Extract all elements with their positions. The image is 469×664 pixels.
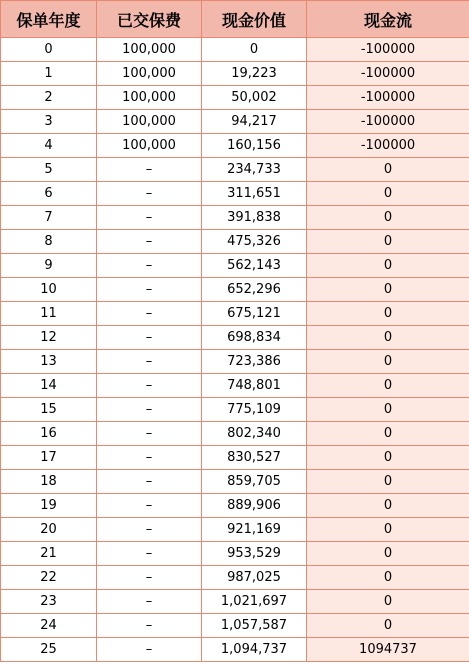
year-cell: 18 [1,470,97,494]
cash-flow-cell: 0 [307,278,469,302]
cash-value-cell: 311,651 [202,182,307,206]
table-row [1,110,469,134]
cash-value-cell: 859,705 [202,470,307,494]
table-row [1,638,469,662]
premium-cell: 100,000 [97,134,202,158]
table-row [1,38,469,62]
table-row [1,278,469,302]
table-row [1,206,469,230]
cash-flow-cell: 0 [307,182,469,206]
cash-flow-cell: 0 [307,158,469,182]
cash-value-cell: 94,217 [202,110,307,134]
year-cell: 11 [1,302,97,326]
cash-value-cell: 234,733 [202,158,307,182]
premium-cell: – [97,422,202,446]
table-row [1,470,469,494]
premium-cell: – [97,494,202,518]
cash-flow-cell: 0 [307,494,469,518]
premium-cell: – [97,326,202,350]
premium-cell: – [97,206,202,230]
premium-cell: – [97,254,202,278]
table-row [1,566,469,590]
table-row [1,302,469,326]
cash-flow-cell: -100000 [307,62,469,86]
year-cell: 4 [1,134,97,158]
cash-flow-cell: 0 [307,566,469,590]
premium-cell: – [97,398,202,422]
table-row [1,182,469,206]
table-row [1,518,469,542]
cash-value-cell: 987,025 [202,566,307,590]
year-cell: 12 [1,326,97,350]
year-cell: 15 [1,398,97,422]
cash-flow-cell: 0 [307,470,469,494]
cash-flow-cell: -100000 [307,134,469,158]
year-cell: 7 [1,206,97,230]
cash-value-cell: 475,326 [202,230,307,254]
cash-value-cell: 391,838 [202,206,307,230]
cash-value-cell: 802,340 [202,422,307,446]
cash-flow-cell: 0 [307,446,469,470]
premium-cell: – [97,590,202,614]
cash-flow-cell: 0 [307,518,469,542]
table-row [1,422,469,446]
premium-cell: – [97,566,202,590]
cash-flow-cell: 0 [307,326,469,350]
table-body [1,38,469,662]
table-row [1,134,469,158]
table-row [1,62,469,86]
table-row [1,614,469,638]
year-cell: 10 [1,278,97,302]
table-row [1,494,469,518]
cash-value-cell: 698,834 [202,326,307,350]
cash-flow-cell: 0 [307,302,469,326]
cash-value-cell: 775,109 [202,398,307,422]
year-cell: 22 [1,566,97,590]
year-cell: 6 [1,182,97,206]
cash-value-cell: 921,169 [202,518,307,542]
cash-value-cell: 953,529 [202,542,307,566]
cash-value-cell: 562,143 [202,254,307,278]
year-cell: 25 [1,638,97,662]
cash-value-cell: 830,527 [202,446,307,470]
premium-cell: – [97,542,202,566]
year-cell: 3 [1,110,97,134]
year-cell: 0 [1,38,97,62]
cash-value-cell: 19,223 [202,62,307,86]
cash-flow-cell: 0 [307,374,469,398]
cash-flow-cell: 0 [307,398,469,422]
cash-value-cell: 1,094,737 [202,638,307,662]
cash-value-cell: 0 [202,38,307,62]
header-premium-paid: 已交保费 [97,1,202,38]
premium-cell: – [97,182,202,206]
year-cell: 13 [1,350,97,374]
cash-value-cell: 675,121 [202,302,307,326]
cash-flow-cell: 0 [307,254,469,278]
cash-value-cell: 1,021,697 [202,590,307,614]
cash-flow-cell: 0 [307,614,469,638]
year-cell: 1 [1,62,97,86]
cash-flow-cell: 0 [307,230,469,254]
premium-cell: – [97,518,202,542]
table-row [1,326,469,350]
header-policy-year: 保单年度 [1,1,97,38]
year-cell: 20 [1,518,97,542]
premium-cell: – [97,614,202,638]
premium-cell: – [97,446,202,470]
cash-flow-cell: -100000 [307,38,469,62]
table-row [1,590,469,614]
premium-cell: – [97,278,202,302]
cash-value-cell: 652,296 [202,278,307,302]
cash-value-cell: 889,906 [202,494,307,518]
cash-flow-cell: 0 [307,206,469,230]
year-cell: 14 [1,374,97,398]
cash-flow-cell: 0 [307,350,469,374]
table-row [1,350,469,374]
cash-value-cell: 160,156 [202,134,307,158]
premium-cell: 100,000 [97,62,202,86]
premium-cell: 100,000 [97,86,202,110]
table-row [1,86,469,110]
year-cell: 8 [1,230,97,254]
year-cell: 9 [1,254,97,278]
year-cell: 16 [1,422,97,446]
year-cell: 19 [1,494,97,518]
table-row [1,398,469,422]
header-row [1,1,469,38]
table-row [1,254,469,278]
premium-cell: 100,000 [97,38,202,62]
cash-flow-cell: 0 [307,590,469,614]
header-cash-flow: 现金流 [307,1,469,38]
cash-value-cell: 50,002 [202,86,307,110]
premium-cell: – [97,470,202,494]
year-cell: 5 [1,158,97,182]
table-row [1,230,469,254]
premium-cell: – [97,374,202,398]
table-row [1,374,469,398]
year-cell: 17 [1,446,97,470]
premium-cell: 100,000 [97,110,202,134]
cash-value-cell: 723,386 [202,350,307,374]
premium-cell: – [97,302,202,326]
premium-cell: – [97,158,202,182]
cash-flow-cell: 0 [307,542,469,566]
cash-flow-cell: -100000 [307,86,469,110]
table-row [1,542,469,566]
cash-value-cell: 1,057,587 [202,614,307,638]
table-row [1,158,469,182]
year-cell: 2 [1,86,97,110]
header-cash-value: 现金价值 [202,1,307,38]
cash-flow-cell: 0 [307,422,469,446]
year-cell: 24 [1,614,97,638]
year-cell: 23 [1,590,97,614]
premium-cell: – [97,230,202,254]
cash-value-cell: 748,801 [202,374,307,398]
premium-cell: – [97,638,202,662]
table-row [1,446,469,470]
year-cell: 21 [1,542,97,566]
premium-cell: – [97,350,202,374]
cash-flow-cell: 1094737 [307,638,469,662]
cash-flow-cell: -100000 [307,110,469,134]
